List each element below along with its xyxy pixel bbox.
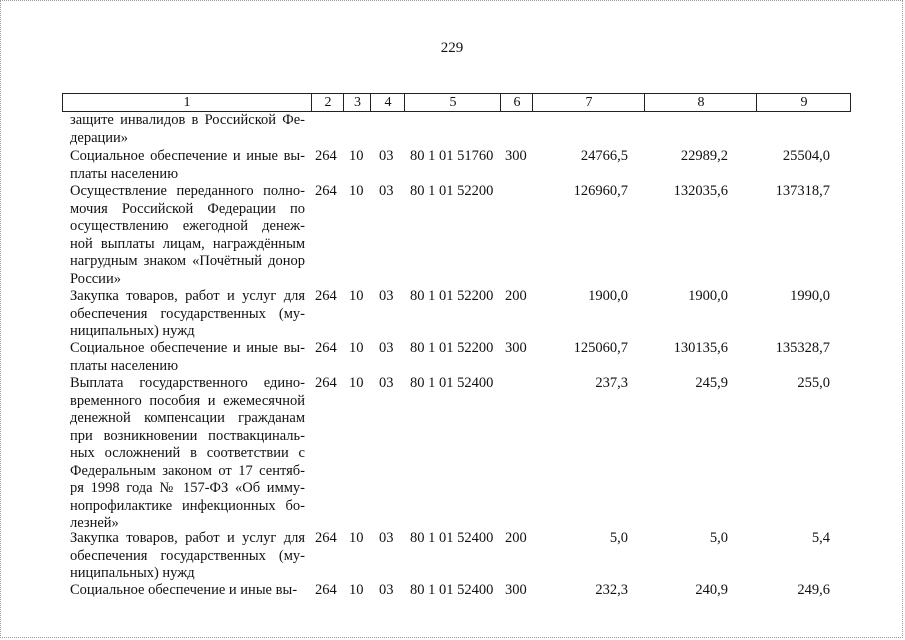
cell-c7: 1900,0 (588, 288, 628, 304)
row-description (70, 375, 305, 533)
cell-c7: 5,0 (609, 530, 628, 546)
row-description (70, 148, 305, 183)
cell-c5: 80 1 01 52400 (410, 375, 494, 391)
cell-c2: 264 (315, 148, 337, 164)
description-line: ной выплаты лицам, награждённым (70, 235, 305, 252)
description-line: при возникновении поствакциналь- (70, 427, 305, 444)
cell-c3: 10 (349, 183, 364, 199)
description-line: Социальное обеспечение и иные вы- (70, 148, 305, 164)
cell-c3: 10 (349, 148, 364, 164)
description-line: ных осложнений в соответствии с (70, 445, 305, 461)
description-line: ниципальных) нужд (70, 565, 195, 581)
cell-c2: 264 (315, 530, 337, 546)
cell-c6: 200 (505, 530, 527, 546)
cell-c8: 245,9 (695, 375, 728, 391)
description-line: защите инвалидов в Российской Фе- (70, 112, 305, 128)
cell-c9: 137318,7 (775, 183, 830, 199)
cell-c7: 237,3 (595, 375, 628, 391)
description-line: России» (70, 270, 121, 287)
page-number: 229 (440, 40, 464, 56)
description-line: обеспечения государственных (му- (70, 305, 305, 322)
row-description (70, 340, 305, 375)
row-description (70, 530, 305, 583)
description-line: ря 1998 года № 157-ФЗ «Об имму- (70, 480, 305, 496)
cell-c7: 126960,7 (573, 183, 628, 199)
cell-c3: 10 (349, 288, 364, 304)
cell-c5: 80 1 01 52400 (410, 582, 494, 598)
description-line: Закупка товаров, работ и услуг для (70, 530, 305, 546)
cell-c5: 80 1 01 52200 (410, 340, 494, 356)
description-line: Социальное обеспечение и иные вы- (70, 340, 305, 356)
description-line: Социальное обеспечение и иные вы- (70, 582, 298, 598)
cell-c5: 80 1 01 52200 (410, 288, 494, 304)
row-description (70, 582, 305, 600)
cell-c4: 03 (379, 375, 394, 391)
cell-c9: 1990,0 (790, 288, 830, 304)
column-header-8: 8 (644, 94, 757, 111)
description-line: осуществлению ежегодной денеж- (70, 218, 305, 234)
cell-c6: 200 (505, 288, 527, 304)
cell-c4: 03 (379, 148, 394, 164)
cell-c8: 240,9 (695, 582, 728, 598)
cell-c4: 03 (379, 340, 394, 356)
cell-c9: 5,4 (811, 530, 830, 546)
cell-c9: 255,0 (797, 375, 830, 391)
cell-c4: 03 (379, 582, 394, 598)
cell-c2: 264 (315, 183, 337, 199)
column-header-4: 4 (370, 94, 405, 111)
cell-c6: 300 (505, 340, 527, 356)
cell-c2: 264 (315, 375, 337, 391)
cell-c8: 130135,6 (673, 340, 728, 356)
row-description (70, 288, 305, 341)
cell-c4: 03 (379, 288, 394, 304)
description-line: дерации» (70, 129, 129, 146)
description-line: обеспечения государственных (му- (70, 547, 305, 564)
description-line: временного пособия и ежемесячной (70, 392, 305, 409)
description-line: платы населению (70, 165, 179, 182)
row-description (70, 183, 305, 288)
cell-c3: 10 (349, 340, 364, 356)
description-line: платы населению (70, 357, 179, 374)
cell-c4: 03 (379, 183, 394, 199)
cell-c2: 264 (315, 582, 337, 598)
description-line: Закупка товаров, работ и услуг для (70, 288, 305, 304)
description-line: нагрудным знаком «Почётный донор (70, 253, 305, 269)
description-line: Осуществление переданного полно- (70, 183, 305, 199)
description-line: Выплата государственного едино- (70, 375, 305, 391)
column-header-9: 9 (756, 94, 851, 111)
cell-c7: 24766,5 (580, 148, 628, 164)
cell-c6: 300 (505, 582, 527, 598)
cell-c2: 264 (315, 288, 337, 304)
cell-c5: 80 1 01 52200 (410, 183, 494, 199)
row-description (70, 112, 305, 147)
column-header-7: 7 (532, 94, 645, 111)
cell-c5: 80 1 01 51760 (410, 148, 494, 164)
table-header (62, 93, 851, 112)
cell-c7: 232,3 (595, 582, 628, 598)
column-header-3: 3 (343, 94, 371, 111)
cell-c8: 132035,6 (673, 183, 728, 199)
cell-c8: 22989,2 (680, 148, 728, 164)
cell-c3: 10 (349, 375, 364, 391)
cell-c3: 10 (349, 530, 364, 546)
column-header-5: 5 (404, 94, 501, 111)
cell-c7: 125060,7 (573, 340, 628, 356)
description-line: мочия Российской Федерации по (70, 200, 305, 217)
cell-c5: 80 1 01 52400 (410, 530, 494, 546)
column-header-6: 6 (500, 94, 533, 111)
description-line: ниципальных) нужд (70, 323, 195, 339)
description-line: лезней» (70, 515, 119, 531)
description-line: денежной компенсации гражданам (70, 410, 305, 426)
description-line: нопрофилактике инфекционных бо- (70, 497, 305, 514)
cell-c4: 03 (379, 530, 394, 546)
cell-c9: 249,6 (797, 582, 830, 598)
column-header-2: 2 (311, 94, 344, 111)
cell-c8: 1900,0 (688, 288, 728, 304)
cell-c8: 5,0 (709, 530, 728, 546)
cell-c6: 300 (505, 148, 527, 164)
description-line: Федеральным законом от 17 сентяб- (70, 462, 305, 479)
cell-c3: 10 (349, 582, 364, 598)
cell-c2: 264 (315, 340, 337, 356)
cell-c9: 25504,0 (782, 148, 830, 164)
cell-c9: 135328,7 (775, 340, 830, 356)
column-header-1: 1 (183, 95, 191, 110)
